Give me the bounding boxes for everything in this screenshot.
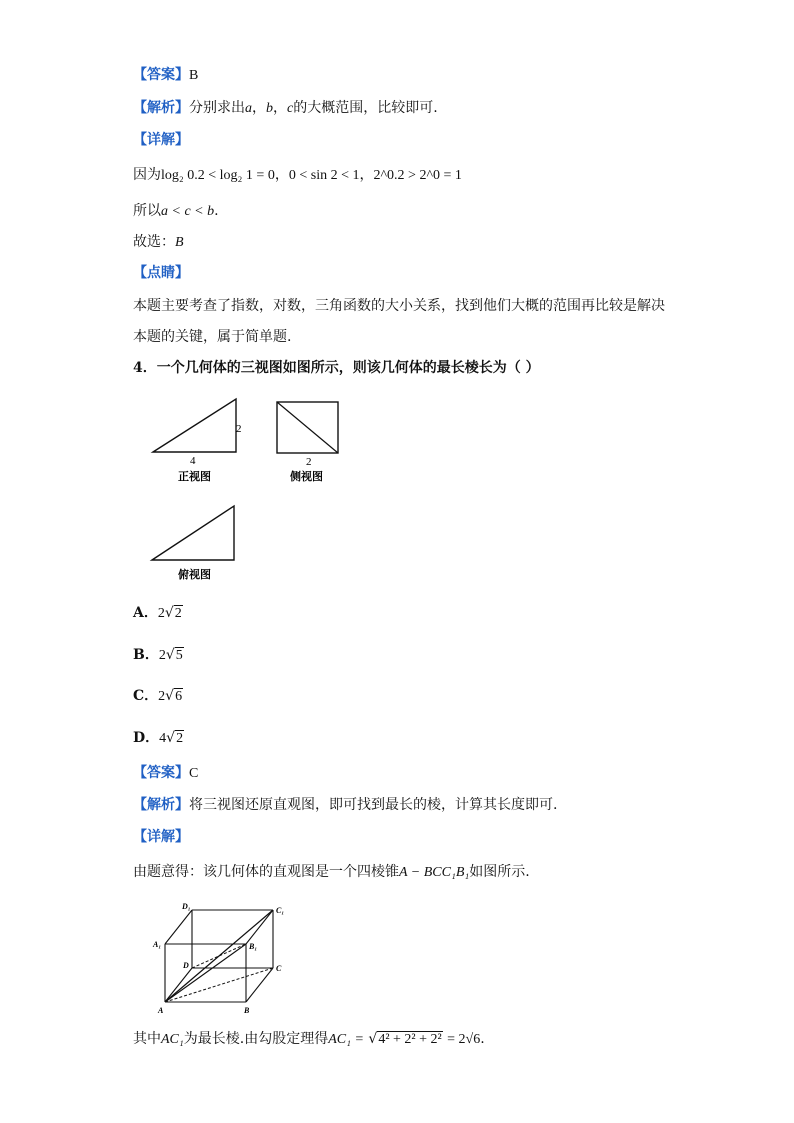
- front-view-base: 4: [190, 455, 196, 467]
- comment-heading: [133, 263, 189, 283]
- pyramid-name: A − BCC₁B₁: [399, 865, 470, 880]
- comment-tag: 【点睛】: [133, 265, 189, 281]
- side-view-diagonal: [277, 402, 338, 453]
- choose-line: 故选：B: [133, 234, 184, 250]
- answer-line-prev: [133, 65, 198, 86]
- label-d: D: [183, 961, 189, 970]
- exp-expression: 2^0.2 > 2^0 = 1: [373, 168, 462, 183]
- var-b: b: [266, 101, 273, 116]
- detail-heading-q4: 【详解】: [133, 829, 189, 845]
- detail-heading-prev: [133, 130, 189, 150]
- analysis-line-prev: 【解析】分别求出a，b，c的大概范围，比较即可.: [133, 100, 438, 116]
- label-c: C: [276, 964, 282, 973]
- option-b: B．2√5: [133, 647, 183, 663]
- var-c: c: [287, 101, 294, 116]
- side-view-label: 侧视图: [290, 471, 323, 483]
- order-expression: a < c < b: [161, 204, 215, 219]
- choose-value: B: [175, 235, 184, 250]
- top-view-triangle: [152, 506, 234, 560]
- log-expression: log₂ 0.2 < log₂ 1 = 0: [161, 168, 275, 183]
- option-d: D．4√2: [133, 730, 184, 746]
- comment-line-2: 本题的关键，属于简单题.: [133, 329, 292, 345]
- three-views-figure: [140, 392, 360, 592]
- detail-line-q4: 由题意得：该几何体的直观图是一个四棱锥A − BCC₁B₁如图所示.: [133, 864, 530, 880]
- side-view-base: 2: [306, 456, 312, 468]
- label-d1: D₁: [182, 902, 191, 911]
- answer-tag: 【答案】: [133, 67, 189, 83]
- final-result: = 2√6: [447, 1032, 481, 1047]
- detail-tag: 【详解】: [133, 132, 189, 148]
- top-view-label: 俯视图: [178, 569, 211, 581]
- detail-math-line: 因为log₂ 0.2 < log₂ 1 = 0，0 < sin 2 < 1，2^0.2 > 2^0 = 1: [133, 167, 462, 183]
- analysis-pre: 分别求出: [189, 100, 245, 116]
- answer-value: B: [189, 68, 199, 83]
- front-view-label: 正视图: [178, 471, 211, 483]
- analysis-post: 的大概范围，比较即可.: [293, 100, 438, 116]
- final-line-q4: 其中AC₁为最长棱.由勾股定理得AC₁ = √4² + 2² + 2² = 2√6.: [133, 1031, 485, 1047]
- label-b: B: [244, 1006, 250, 1015]
- analysis-tag: 【解析】: [133, 100, 189, 116]
- front-view-height: 2: [236, 423, 242, 435]
- label-a1: A₁: [153, 940, 162, 949]
- front-view-triangle: [153, 399, 236, 452]
- label-a: A: [158, 1006, 164, 1015]
- so-line: 所以a < c < b.: [133, 203, 219, 219]
- label-c1: C₁: [276, 906, 285, 915]
- comment-line-1: 本题主要考查了指数，对数，三角函数的大小关系，找到他们大概的范围再比较是解决: [133, 298, 665, 314]
- var-a: a: [245, 101, 252, 116]
- cube-figure: [150, 898, 300, 1020]
- label-b1: B₁: [249, 942, 258, 951]
- longest-edge: AC₁: [161, 1032, 184, 1047]
- option-c: C．2√6: [133, 688, 183, 704]
- option-a: A．2√2: [133, 605, 182, 621]
- final-radicand: 4² + 2² + 2²: [378, 1032, 442, 1047]
- answer-line-q4: 【答案】C: [133, 765, 199, 781]
- sin-expression: 0 < sin 2 < 1: [288, 168, 360, 183]
- because-text: 因为: [133, 167, 161, 183]
- question-4-stem: 4．一个几何体的三视图如图所示，则该几何体的最长棱长为（ ）: [133, 360, 540, 376]
- analysis-line-q4: 【解析】将三视图还原直观图，即可找到最长的棱，计算其长度即可.: [133, 797, 558, 813]
- answer-value-q4: C: [189, 766, 199, 781]
